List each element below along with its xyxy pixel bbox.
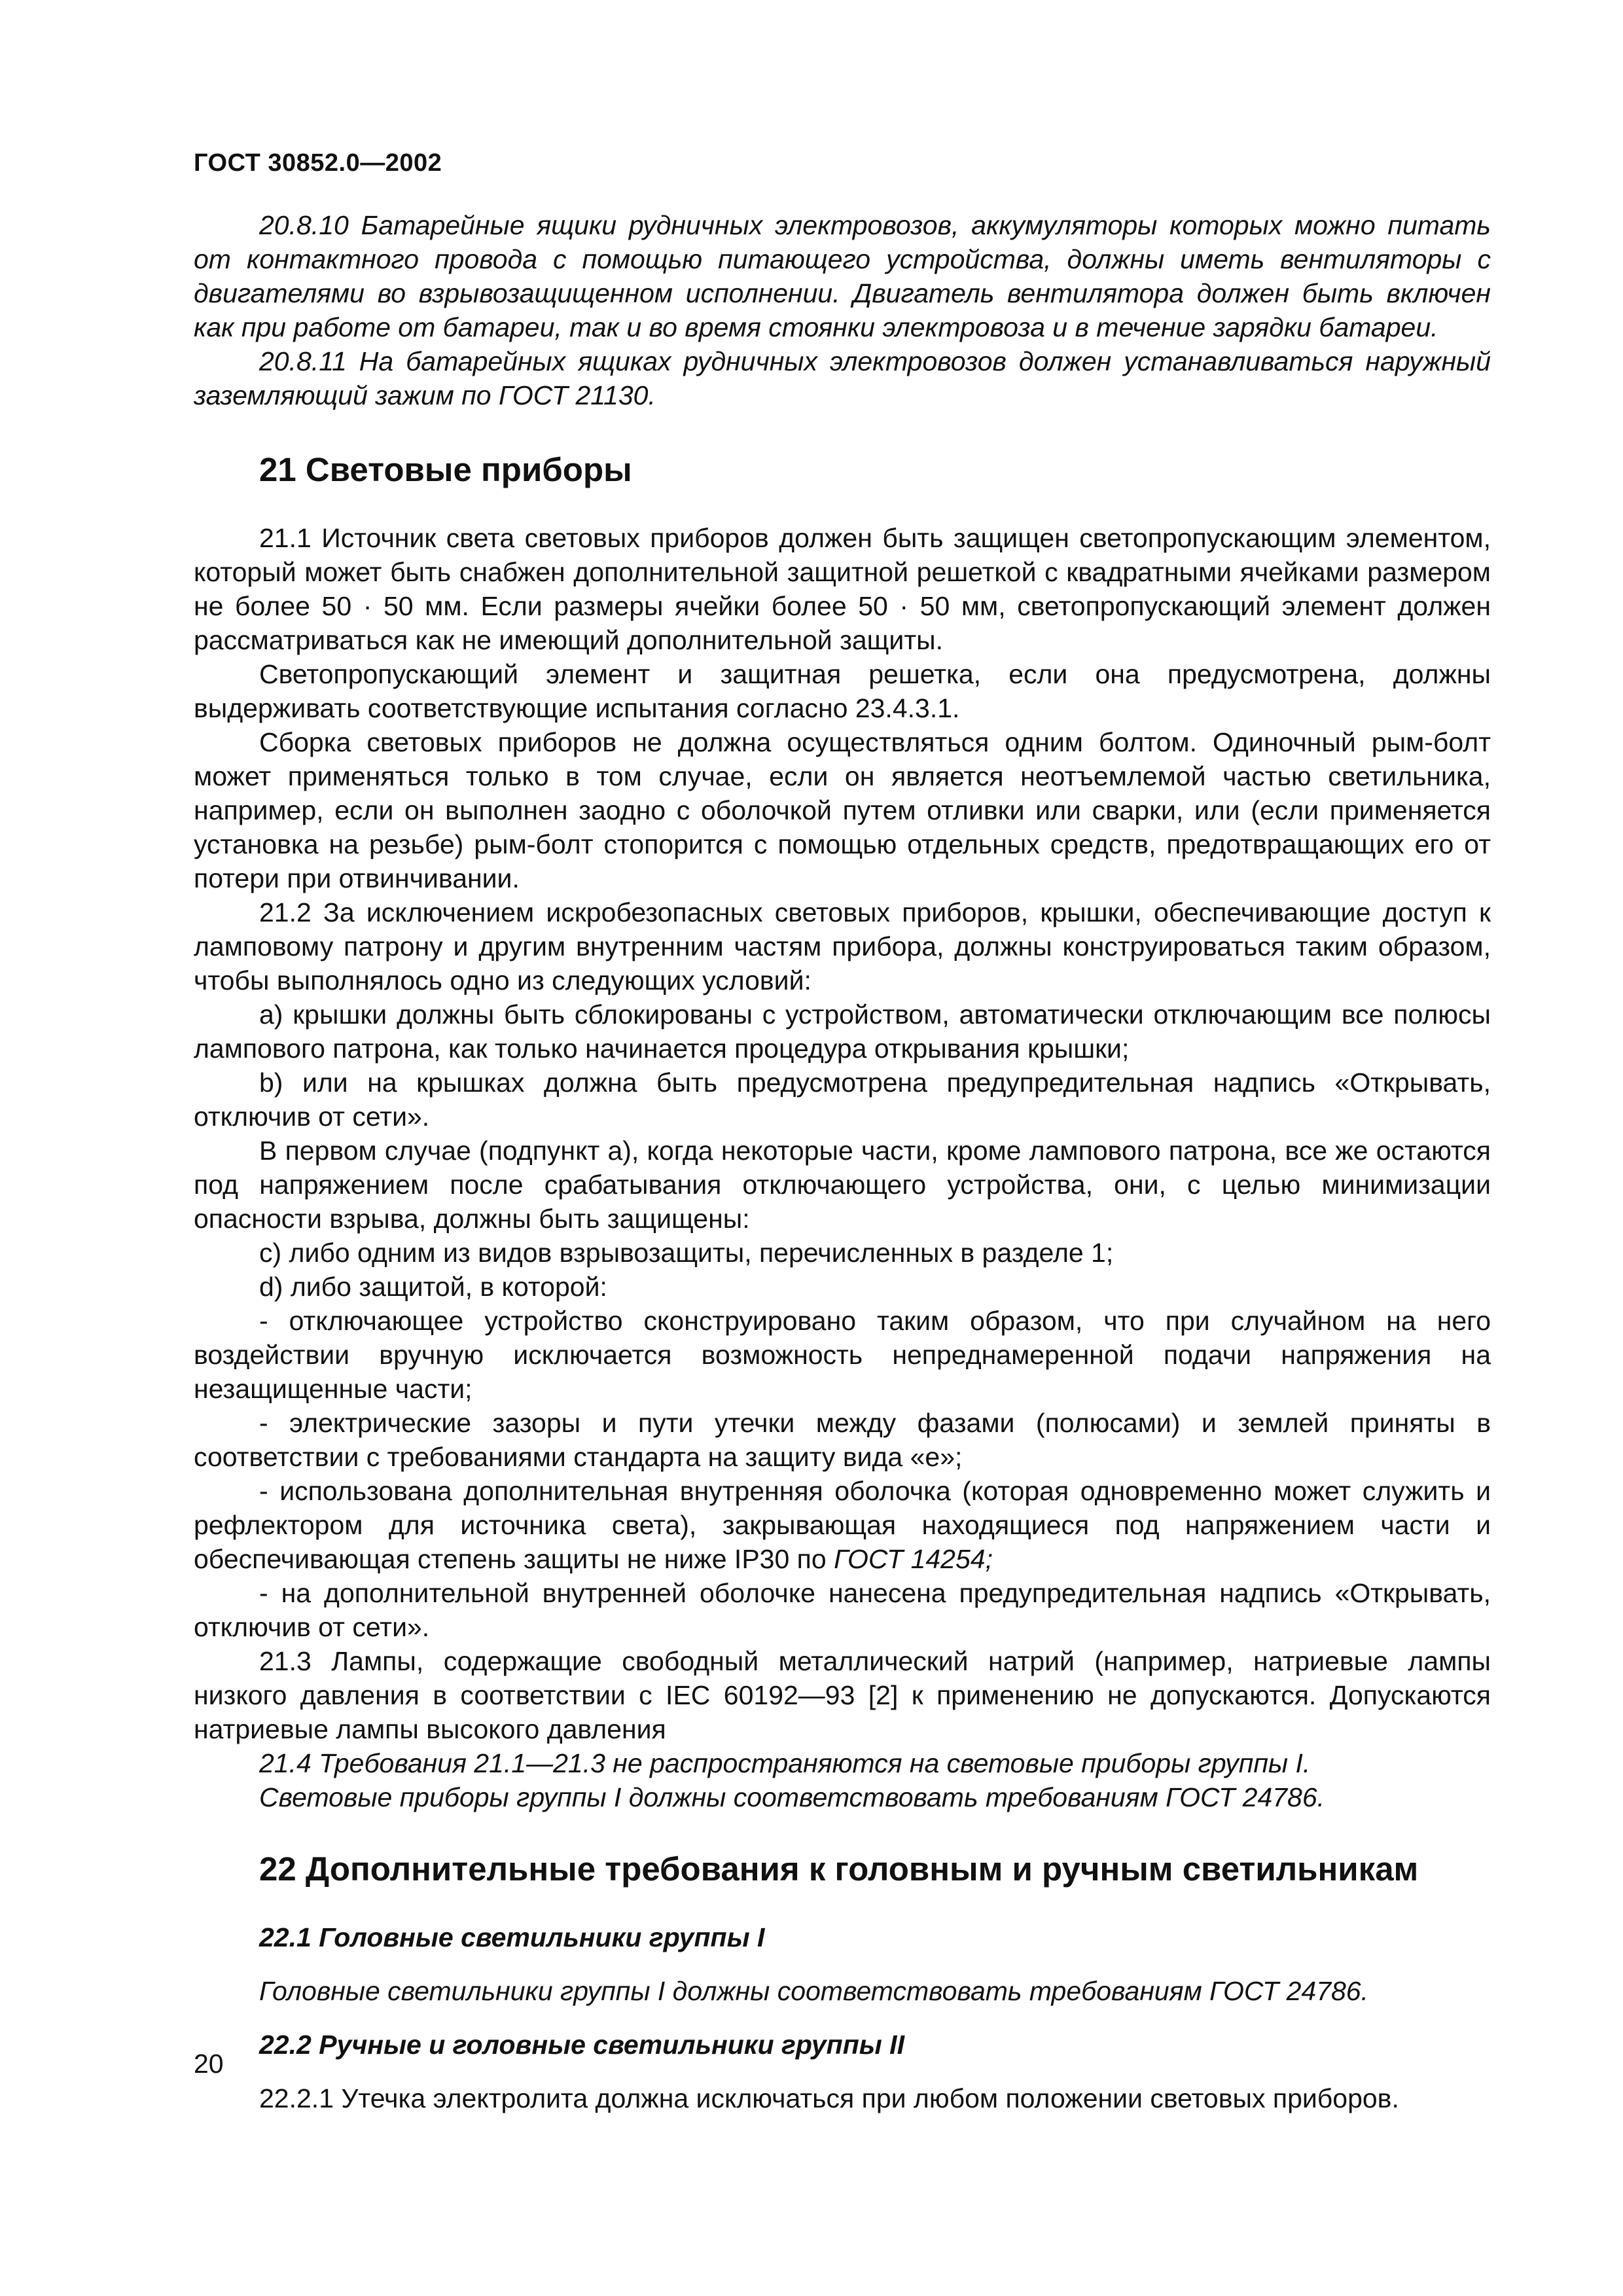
paragraph-22-2-1: 22.2.1 Утечка электролита должна исключаться при любом положении световых приборов. bbox=[259, 2083, 1399, 2113]
paragraph-21-1-c: Сборка световых приборов не должна осуществляться одним болтом. Одиночный рым-болт может применяться только в том случае, если он является неотъемлемой частью светильника, например, если он выполнен заодно с оболочкой путем отливки или сварки, или (если применяется установка на резьбе) рым-болт стопорится с помощью отдельных средств, предотвращающих его от потери при отвинчивании. bbox=[194, 727, 1491, 893]
paragraph-21-1-b: Светопропускающий элемент и защитная решетка, если она предусмотрена, должны выдерживать соответствующие испытания согласно 23.4.3.1. bbox=[194, 659, 1491, 723]
document-header: ГОСТ 30852.0—2002 bbox=[194, 149, 442, 177]
section-21-title: 21 Световые приборы bbox=[259, 451, 632, 488]
list-item-c: с) либо одним из видов взрывозащиты, перечисленных в разделе 1; bbox=[259, 1238, 1114, 1268]
paragraph-21-3: 21.3 Лампы, содержащие свободный металлический натрий (например, натриевые лампы низкого давления в соответствии с IEC 60192—93 [2] к применению не допускаются. Допускаются натриевые лампы высокого давления bbox=[194, 1646, 1491, 1744]
subsection-22-2-title: 22.2 Ручные и головные светильники группы II bbox=[259, 2030, 904, 2060]
page-number: 20 bbox=[194, 2049, 224, 2079]
dash-item-4: - на дополнительной внутренней оболочке нанесена предупредительная надпись «Открывать, отключив от сети». bbox=[194, 1578, 1491, 1642]
paragraph-21-1: 21.1 Источник света световых приборов должен быть защищен светопропускающим элементом, который может быть снабжен дополнительной защитной решеткой с квадратными ячейками размером не более 50 · 50 мм. Если размеры ячейки более 50 · 50 мм, светопропускающий элемент должен рассматриваться как не имеющий дополнительной защиты. bbox=[194, 523, 1491, 655]
paragraph-first-case: В первом случае (подпункт а), когда некоторые части, кроме лампового патрона, все же остаются под напряжением после срабатывания отключающего устройства, они, с целью минимизации опасности взрыва, должны быть защищены: bbox=[194, 1136, 1491, 1234]
paragraph-20-8-11: 20.8.11 На батарейных ящиках рудничных электровозов должен устанавливаться наружный заземляющий зажим по ГОСТ 21130. bbox=[194, 346, 1491, 410]
section-22-title: 22 Дополнительные требования к головным и ручным светильникам bbox=[259, 1850, 1419, 1888]
dash-item-3-reference: ГОСТ 14254; bbox=[834, 1544, 993, 1574]
page-content bbox=[194, 208, 1491, 2115]
dash-item-3 bbox=[194, 1474, 1491, 1576]
dash-item-3-text: - использована дополнительная внутренняя оболочка (которая одновременно может служить и рефлектором для источника света), закрывающая находящиеся под напряжением части и обеспечивающая степень защиты не ниже IP30 по bbox=[194, 1476, 1491, 1574]
list-item-d: d) либо защитой, в которой: bbox=[259, 1272, 607, 1302]
list-item-a: а) крышки должны быть сблокированы с устройством, автоматически отключающим все полюсы лампового патрона, как только начинается процедура открывания крышки; bbox=[194, 999, 1491, 1064]
dash-item-1: - отключающее устройство сконструировано таким образом, что при случайном на него воздействии вручную исключается возможность непреднамеренной подачи напряжения на незащищенные части; bbox=[194, 1306, 1491, 1404]
list-item-b: b) или на крышках должна быть предусмотрена предупредительная надпись «Открывать, отключив от сети». bbox=[194, 1067, 1491, 1132]
paragraph-21-4-b: Световые приборы группы I должны соответствовать требованиям ГОСТ 24786. bbox=[259, 1782, 1325, 1812]
paragraph-21-4: 21.4 Требования 21.1—21.3 не распространяются на световые приборы группы I. bbox=[259, 1748, 1311, 1778]
paragraph-20-8-10: 20.8.10 Батарейные ящики рудничных электровозов, аккумуляторы которых можно питать от контактного провода с помощью питающего устройства, должны иметь вентиляторы с двигателями во взрывозащищенном исполнении. Двигатель вентилятора должен быть включен как при работе от батареи, так и во время стоянки электровоза и в течение зарядки батареи. bbox=[194, 210, 1491, 342]
paragraph-21-2: 21.2 За исключением искробезопасных световых приборов, крышки, обеспечивающие доступ к ламповому патрону и другим внутренним частям прибора, должны конструироваться таким образом, чтобы выполнялось одно из следующих условий: bbox=[194, 897, 1491, 996]
dash-item-2: - электрические зазоры и пути утечки между фазами (полюсами) и землей приняты в соответствии с требованиями стандарта на защиту вида «е»; bbox=[194, 1408, 1491, 1472]
subsection-22-1-title: 22.1 Головные светильники группы I bbox=[259, 1922, 765, 1952]
subsection-22-1-text: Головные светильники группы I должны соответствовать требованиям ГОСТ 24786. bbox=[259, 1976, 1368, 2006]
